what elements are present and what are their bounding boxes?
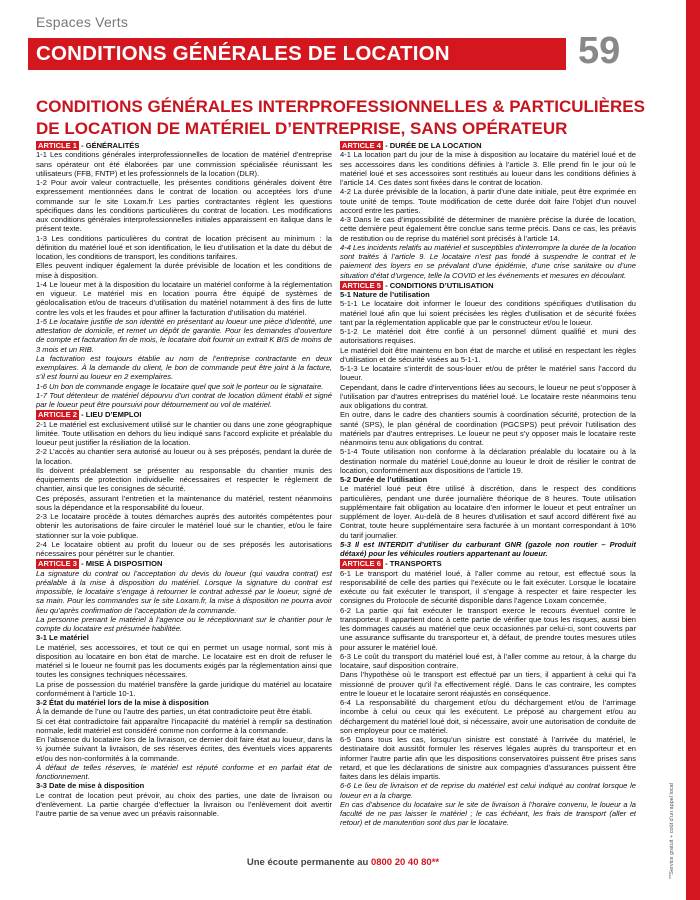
text-columns [36,140,646,850]
subheading: 3-1 Le matériel [36,633,89,643]
left-column [36,140,332,850]
paragraph: 6-6 Le lieu de livraison et de reprise du matériel est celui indiqué au contrat lorsque le loueur en a la charge. [340,781,636,800]
article-title: - MISE À DISPOSITION [79,559,163,569]
paragraph: 6-5 Dans tous les cas, lorsqu’un sinistre est constaté à l’arrivée du matériel, le destinataire doit aussitôt formuler les réserves légales auprès du transporteur et en informer l’autre partie afin que les dispositions conservatoires puissent être prises sans retard, et que les déclarations de sinistre aux compagnies d’assurances puissent être faites dans les délais impartis. [340,735,636,781]
page-footer [0,857,686,868]
paragraph: Elles peuvent indiquer également la durée prévisible de location et les conditions de mise à disposition. [36,261,332,280]
paragraph: 2-2 L’accès au chantier sera autorisé au loueur ou à ses préposés, pendant la durée de la location. [36,447,332,466]
article-tag: ARTICLE 3 [38,559,77,569]
paragraph: 5-1-4 Toute utilisation non conforme à la déclaration préalable du locataire ou à la destination normale du matériel Loué,donne au loueur le droit de résilier le contrat de location, conformément aux dispositions de l’article 19. [340,447,636,475]
paragraph: Le matériel, ses accessoires, et tout ce qui en permet un usage normal, sont mis à disposition au locataire en bon état de marche. Le locataire est en droit de refuser le matériel si le loueur ne fournit pas les documents exigés par la réglementation ainsi que toutes les consignes techniques nécessaires. [36,642,332,680]
paragraph: En outre, dans le cadre des chantiers soumis à coordination sécurité, protection de la santé (SPS), le plan général de coordination (PGCSPS) peut prévoir l’utilisation des matériels par d’autres entreprises. Le loueur ne peut s’y opposer mais le locataire reste néanmoins tenu aux obligations du contrat. [340,410,636,447]
paragraph: Le contrat de location peut prévoir, au choix des parties, une date de livraison ou d’enlèvement. La partie chargée d’effectuer la livraison ou l’enlèvement doit avertir l’autre partie de sa venue avec un préavis raisonnable. [36,790,332,818]
paragraph: 1-2 Pour avoir valeur contractuelle, les présentes conditions générales doivent être expressement mentionnées dans le contrat de location ou acceptées lors d’une commande sur le site Loxam.fr Les parties contractantes règlent les questions spécifiques dans les conditions particulières du contrat de location. Les modifications aux conditions générales interprofessionnelles initiales apparaissent en italique dans le présent texte. [36,178,332,234]
page-header [0,0,700,78]
paragraph: La personne prenant le matériel à l’agence ou le réceptionnant sur le chantier pour le compte du locataire est présumée habilitée. [36,614,332,633]
paragraph: 4-3 Dans le cas d’impossibilité de déterminer de manière précise la durée de location, cette dernière peut également être conclue sans terme précis. Dans ce cas, les préavis de restitution ou de reprise du matériel sont précisés à l’article 14. [340,215,636,243]
article-tag: ARTICLE 1 [38,141,77,150]
paragraph: 6-2 La partie qui fait exécuter le transport exerce le recours éventuel contre le transporteur. Il appartient donc à cette partie de vérifier que tous les risques, aussi bien les dommages causés au matériel que ceux occasionnés par celui-ci, sont couverts par une assurance suffisante du transporteur et, à défaut, de prendre toutes mesures utiles pour assurer le matériel loué. [340,605,636,652]
side-note [668,760,676,880]
paragraph: Ils doivent préalablement se présenter au responsable du chantier munis des équipements de protection individuelle nécessaires et respecter le règlement de chantier, ainsi que les consignes de sécurité. [36,465,332,494]
paragraph: 1-3 Les conditions particulières du contrat de location précisent au minimum : la définition du matériel loué et son identification, le lieu d’utilisation et la date du début de location, les conditions de transport, les conditions tarifaires. [36,233,332,261]
main-heading [36,96,676,140]
paragraph: 5-1-3 Le locataire s’interdit de sous-louer et/ou de prêter le matériel sans l’accord du loueur. [340,364,636,383]
paragraph: À la demande de l’une ou l’autre des parties, un état contradictoire peut être établi. [36,707,313,717]
paragraph: À défaut de telles réserves, le matériel est réputé conforme et en parfait état de fonctionnement. [36,762,332,781]
main-heading-line-1: CONDITIONS GÉNÉRALES INTERPROFESSIONNELLES & PARTICULIÈRES [36,97,645,116]
paragraph: Ces préposés, assurant l’entretien et la maintenance du matériel, restent néanmoins sous la dépendance et la responsabilité du loueur. [36,493,332,512]
article-title: - DURÉE DE LA LOCATION [383,141,482,150]
paragraph: 1-7 Tout détenteur de matériel dépourvu d’un contrat de location dûment établi et signé par le loueur peut être poursuivi pour détournement ou vol de matériel. [36,390,332,409]
article-4-header [340,140,636,150]
paragraph: 2-3 Le locataire procède à toutes démarches auprès des autorités compétentes pour obtenir les autorisations de faire circuler le matériel loué sur le chantier, et/ou le faire stationner sur la voie publique. [36,512,332,540]
footer-text: Une écoute permanente au [246,857,371,868]
article-tag: ARTICLE 6 [342,559,381,569]
paragraph: 1-4 Le loueur met à la disposition du locataire un matériel conforme à la réglementation en vigueur. Le matériel mis en location pourra être équipé de systèmes de géolocalisation et/ou de traceurs d’utilisation du matériel notamment à des fins de lutte contre les vols et les fraudes et pour affiner la facturation d’utilisation du matériel. [36,279,332,317]
phone-number: 0800 20 40 80** [370,857,440,868]
subheading: 5-2 Durée de l’utilisation [340,475,428,484]
article-6-header [340,558,636,568]
side-note-text: **Service gratuit + coût d’un appel local [669,783,675,879]
paragraph: 2-4 Le locataire obtient au profit du loueur ou de ses préposés les autorisations nécessaires pour pénétrer sur le chantier. [36,539,332,558]
article-1-header [36,140,332,150]
paragraph: En cas d’absence du locataire sur le site de livraison à l’horaire convenu, le loueur a la faculté de ne pas laisser le matériel ; le cas échéant, les frais de transport (aller et retour) et de manutention sont dus par le locataire. [340,799,636,828]
side-color-strip [686,0,700,900]
paragraph: Si cet état contradictoire fait apparaître l’incapacité du matériel à remplir sa destination normale, ledit matériel est considéré comme non conforme à la commande. [36,716,332,735]
subheading: 3-3 Date de mise à disposition [36,781,145,791]
paragraph: 6-1 Le transport du matériel loué, à l’aller comme au retour, est effectué sous la responsabilité de celle des parties qui l’exécute ou le fait exécuter. Lorsque le locataire exécute ou fait exécuter le transport, il s’engage à respecter et faire respecter les consignes du Protocole de sécurité disponible dans l’agence Loxam concernée. [340,568,636,606]
paragraph: Le matériel loué peut être utilisé à discrétion, dans le respect des conditions particulières, pendant une durée journalière théorique de 8 heures. Toute utilisation supplémentaire fait obligation au locataire d’en informer le loueur et peut entraîner un supplément de loyer. Au-delà de 8 heures d’utilisation et sauf accord différent fixé au Contrat, toute heure supplémentaire sera facturée à un montant correspondant à 10% du tarif journalier. [340,484,636,540]
paragraph: 5-3 Il est INTERDIT d’utiliser du carburant GNR (gazole non routier – Produit détaxé) pour les véhicules routiers appartenant au loueur. [340,539,636,558]
paragraph: 1-1 Les conditions générales interprofessionnelles de location de matériel d’entreprise sans opérateur ont été élaborées par une commission spécialisée réunissant les utilisateurs (FFB, FNTP) et les professionnels de la location (DLR). [36,150,332,178]
article-5-header [340,280,636,290]
article-tag: ARTICLE 2 [38,410,77,420]
title-band [28,38,566,70]
paragraph: 1-5 Le locataire justifie de son identité en présentant au loueur une pièce d’identité, une attestation de domicile, et remet un dépôt de garantie. Pour les demandes d’ouverture de compte et facturation fin de mois, le locataire doit fournir un extrait K BIS de moins de 3 mois et un RIB. [36,316,332,354]
paragraph: 4-4 Les incidents relatifs au matériel et susceptibles d’interrompre la durée de la location sont traités à l’article 9. Le locataire n’est pas fondé à suspendre le contrat et le paiement des loyers en se prévalant d’une épidémie, d’une crise sanitaire ou d’une situation d’état d’urgence, telle la COVID et les événements et mesures en découlant. [340,242,636,280]
paragraph: 6-3 Le coût du transport du matériel loué est, à l’aller comme au retour, à la charge du locataire, sauf disposition contraire. [340,651,636,670]
paragraph: 2-1 Le matériel est exclusivement utilisé sur le chantier ou dans une zone géographique limitée. Toute utilisation en dehors du lieu indiqué sans l’accord explicite et préalable du loueur peut justifier la résiliation de la location. [36,419,332,447]
paragraph: 5-1-1 Le locataire doit informer le loueur des conditions spécifiques d’utilisation du matériel loué afin que lui soient précisées les règles d’utilisation et de sécurité fixées tant par la réglementation applicable que par le constructeur et/ou le loueur. [340,299,636,327]
paragraph: 4-1 La location part du jour de la mise à disposition au locataire du matériel loué et de ses accessoires dans les conditions définies à l’article 3. Elle prend fin le jour où le matériel loué et ses accessoires sont restitués au loueur dans les conditions définies à l’article 14. Ces dates sont fixées dans le contrat de location. [340,150,636,187]
paragraph: 4-2 La durée prévisible de la location, à partir d’une date initiale, peut être exprimée en toute unité de temps. Toute modification de cette durée doit faire l’objet d’un nouvel accord entre les parties. [340,187,636,215]
paragraph: Le matériel doit être maintenu en bon état de marche et utilisé en respectant les règles d’utilisation et de sécurité visées au 5-1-1. [340,345,636,364]
paragraph: 1-6 Un bon de commande engage le locataire quel que soit le porteur ou le signataire. [36,381,324,391]
paragraph: La signature du contrat ou l’acceptation du devis du loueur (qui vaudra contrat) est préalable à la mise à disposition du matériel. Lorsque la signature du contrat est impossible, le locataire s’engage à retourner le contrat adressé par le loueur, signé de sa main. Pour les commandes sur le site Loxam.fr, la mise à disposition ne pourra avoir lieu qu’après confirmation de l’acceptation de la commande. [36,568,332,615]
paragraph: 6-4 La responsabilité du chargement et/ou du déchargement et/ou de l’arrimage incombe à celui ou ceux qui les exécutent. Le préposé au chargement et/ou au déchargement du matériel loué doit, si nécessaire, avoir une autorisation de conduite de son employeur pour ce matériel. [340,698,636,735]
article-title: - TRANSPORTS [383,559,442,569]
paragraph: 5-1-2 Le matériel doit être confié à un personnel dûment qualifié et muni des autorisations requises. [340,327,636,346]
subheading: 5-1 Nature de l’utilisation [340,290,430,299]
article-3-header [36,558,332,568]
section-label: Espaces Verts [36,14,129,30]
paragraph: La facturation est toujours établie au nom de l’entreprise contractante en deux exemplaires. À la demande du client, le bon de commande peut être joint à la facture, s’il est fourni au loueur en 2 exemplaires. [36,353,332,382]
subheading: 3-2 État du matériel lors de la mise à disposition [36,698,209,707]
paragraph: Cependant, dans le cadre d’interventions liées au secours, le loueur ne peut s’opposer à l’utilisation par d’autres entreprises du matériel loué. Le locataire reste néanmoins tenu aux obligations du contrat. [340,382,636,410]
article-2-header [36,409,332,419]
article-tag: ARTICLE 5 [342,280,381,290]
right-column [340,140,636,850]
page-number: 59 [578,30,621,72]
article-tag: ARTICLE 4 [342,141,381,150]
main-heading-line-2: DE LOCATION DE MATÉRIEL D’ENTREPRISE, SANS OPÉRATEUR [36,119,568,138]
article-title: - GÉNÉRALITÉS [79,141,140,150]
article-title: - CONDITIONS D’UTILISATION [383,280,494,290]
article-title: - LIEU D’EMPLOI [79,410,142,420]
paragraph: Dans l’hypothèse où le transport est effectué par un tiers, il appartient à celui qui l’a missionné de prouver qu’il l’a effectivement réglé. Dans le cas contraire, les comptes entre le loueur et le locataire seront réajustés en conséquence. [340,670,636,698]
paragraph: La prise de possession du matériel transfère la garde juridique du matériel au locataire conformément à l’article 10-1. [36,679,332,698]
paragraph: En l’absence du locataire lors de la livraison, ce dernier doit faire état au loueur, dans la ½ journée suivant la livraison, de ses réserves écrites, des éventuels vices apparents et/ou des non-conformités à la commande. [36,735,332,763]
page-title: CONDITIONS GÉNÉRALES DE LOCATION [36,42,450,65]
